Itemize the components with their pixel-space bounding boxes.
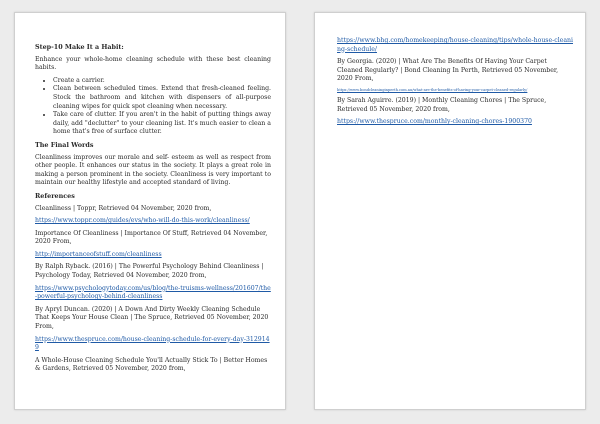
reference-text: By Sarah Aguirre. (2019) | Monthly Cleaning Chores | The Spruce, Retrieved 05 November, 2020 from, — [337, 96, 547, 113]
document-page-right — [314, 12, 586, 410]
page-right-content — [337, 37, 573, 131]
final-words-heading: The Final Words — [35, 140, 94, 149]
reference-link[interactable]: https://www.psychologytoday.com/us/blog/the-truisms-wellness/201607/the-powerful-psychology-behind-cleanliness — [35, 284, 271, 301]
reference-link[interactable]: http://importanceofstuff.com/cleanliness — [35, 250, 162, 258]
reference-link[interactable]: https://www.bhg.com/homekeeping/house-cleaning/tips/whole-house-cleaning-schedule/ — [337, 37, 573, 53]
reference-link[interactable]: https://www.toppr.com/guides/evs/who-will-do-this-work/cleanliness/ — [35, 217, 250, 225]
intro-paragraph: Enhance your whole-home cleaning schedule with these best cleaning habits. — [35, 55, 271, 72]
reference-link[interactable]: https://www.thespruce.com/monthly-cleaning-chores-1900370 — [337, 118, 532, 126]
section-heading-step-10: Step-10 Make It a Habit: — [35, 43, 124, 51]
reference-text: By Ralph Ryback. (2016) | The Powerful Psychology Behind Cleanliness | Psychology Today, Retrieved 04 November, 2020 from, — [35, 263, 264, 280]
reference-text: A Whole-House Cleaning Schedule You'll Actually Stick To | Better Homes & Gardens, Retrieved 05 November, 2020 from, — [35, 356, 268, 373]
bullet-item: • Take care of clutter. If you aren't in the habit of putting things away daily, add "declutter" to your cleaning list. It's much easier to clean a home that's free of surface clutter. — [53, 111, 271, 137]
reference-link[interactable]: https://www.bondcleaninginperth.com.au/what-are-the-benefits-of-having-your-carpet-cleaned-regularly/ — [337, 87, 528, 92]
bullet-item: • Create a carrier. — [53, 77, 271, 86]
reference-text: By Georgia. (2020) | What Are The Benefits Of Having Your Carpet Cleaned Regularly? | Bond Cleaning In Perth, Retrieved 05 November, 2020 From, — [337, 58, 559, 83]
reference-text: Importance Of Cleanliness | Importance Of Stuff, Retrieved 04 November, 2020 From, — [35, 229, 268, 246]
document-page-left — [14, 12, 286, 410]
bullet-item: • Clean between scheduled times. Extend that fresh-cleaned feeling. Stock the bathroom and kitchen with dispensers of all-purpose cleaning wipes for quick spot cleaning when necessary. — [53, 85, 271, 111]
reference-text: Cleanliness | Toppr, Retrieved 04 November, 2020 from, — [35, 204, 212, 212]
references-heading: References — [35, 191, 75, 200]
final-words-paragraph: Cleanliness improves our morale and self- esteem as well as respect from other people. It enhances our status in the society. It plays a great role in making a person prominent in the society. Cleanliness is very important to maintain our healthy lifestyle and accepted standard of living. — [35, 153, 271, 187]
page-left-content — [35, 43, 271, 378]
habit-bullet-list — [35, 77, 271, 137]
reference-text: By Apryl Duncan. (2020) | A Down And Dirty Weekly Cleaning Schedule That Keeps Your House Clean | The Spruce, Retrieved 05 November, 2020 From, — [35, 305, 269, 331]
reference-link[interactable]: https://www.thespruce.com/house-cleaning-schedule-for-every-day-3129149 — [35, 335, 270, 352]
